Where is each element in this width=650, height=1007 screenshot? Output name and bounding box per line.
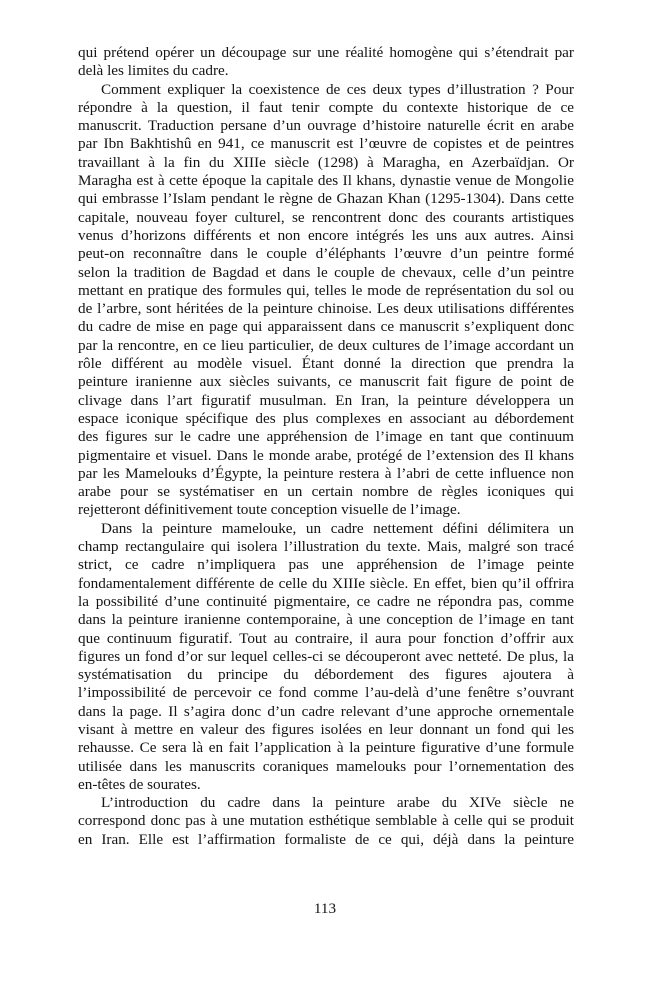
text-line: delà les limites du cadre.	[78, 62, 229, 80]
text-line: que continuum figuratif. Tout au contraire, il aura pour fonction d’offrir aux	[78, 629, 574, 647]
text-line: peut-on reconnaître dans le couple d’éléphants l’œuvre d’un peintre formé	[78, 245, 574, 263]
text-line: par Ibn Bakhtishû en 941, ce manuscrit est l’œuvre de copistes et de peintres	[78, 135, 574, 153]
text-line: figures un fond d’or sur lequel celles-ci se découperont avec netteté. De plus, la	[78, 647, 574, 665]
text-line: selon la tradition de Bagdad et dans le couple de chevaux, celle d’un peintre	[78, 263, 574, 281]
text-line: correspond donc pas à une mutation esthétique semblable à celle qui se produit	[78, 812, 574, 830]
text-line: rehausse. Ce sera là en fait l’application à la peinture figurative d’une formule	[78, 739, 574, 757]
text-line: fondamentalement différente de celle du XIIIe siècle. En effet, bien qu’il offrira	[78, 574, 574, 592]
text-line: capitale, nouveau foyer culturel, se rencontrent donc des courants artistiques	[78, 208, 574, 226]
text-line: manuscrit. Traduction persane d’un ouvrage d’histoire naturelle écrit en arabe	[78, 117, 574, 135]
text-line: Comment expliquer la coexistence de ces deux types d’illustration ? Pour	[101, 80, 574, 98]
text-line: qui embrasse l’Islam pendant le règne de Ghazan Khan (1295-1304). Dans cette	[78, 190, 574, 208]
text-line: champ rectangulaire qui isolera l’illustration du texte. Mais, malgré son tracé	[78, 538, 574, 556]
text-line: systématisation du principe du débordement des figures ajoutera à	[78, 666, 574, 684]
paragraph	[78, 44, 574, 81]
text-line: de l’arbre, sont héritées de la peinture chinoise. Les deux utilisations différentes	[78, 300, 574, 318]
text-line: Dans la peinture mamelouke, un cadre nettement défini délimitera un	[101, 519, 574, 537]
text-line: pigmentaire et visuel. Dans le monde arabe, protégé de l’extension des Il khans	[78, 446, 574, 464]
text-line: en Iran. Elle est l’affirmation formaliste de ce qui, déjà dans la peinture	[78, 830, 574, 848]
text-line: venus d’horizons différents et non encore intégrés les uns aux autres. Ainsi	[78, 226, 574, 244]
text-line: visant à mettre en valeur des figures isolées en leur donnant un fond qui les	[78, 720, 574, 738]
text-line: rejetteront définitivement toute conception visuelle de l’image.	[78, 501, 461, 519]
paragraph	[78, 81, 574, 520]
text-line: répondre à la question, il faut tenir compte du contexte historique de ce	[78, 98, 574, 116]
text-line: des figures sur le cadre une appréhension de l’image en tant que continuum	[78, 428, 574, 446]
paragraph	[78, 794, 574, 849]
text-line: rôle différent au modèle visuel. Étant donné la direction que prendra la	[78, 355, 574, 373]
text-line: du cadre de mise en page qui apparaissent dans ce manuscrit s’expliquent donc	[78, 318, 574, 336]
text-line: en-têtes de sourates.	[78, 775, 201, 793]
text-line: utilisée dans les manuscrits coraniques mamelouks pour l’ornementation des	[78, 757, 574, 775]
text-line: clivage dans l’art figuratif musulman. En Iran, la peinture développera un	[78, 391, 574, 409]
text-line: mettant en pratique des formules qui, telles le mode de représentation du sol ou	[78, 281, 574, 299]
paragraph	[78, 520, 574, 794]
text-line: par les Mamelouks d’Égypte, la peinture restera à l’abri de cette influence non	[78, 464, 574, 482]
text-line: arabe pour se systématiser en un certain nombre de règles iconiques qui	[78, 483, 574, 501]
text-line: qui prétend opérer un découpage sur une réalité homogène qui s’étendrait par	[78, 44, 574, 61]
page-body-text	[78, 44, 574, 849]
text-line: la possibilité d’une continuité pigmentaire, ce cadre ne répondra pas, comme	[78, 592, 574, 610]
page-number: 113	[313, 900, 337, 917]
text-line: L’introduction du cadre dans la peinture arabe du XIVe siècle ne	[101, 794, 574, 812]
text-line: Maragha est à cette époque la capitale des Il khans, dynastie venue de Mongolie	[78, 172, 574, 190]
text-line: l’impossibilité de percevoir ce fond comme l’au-delà d’une fenêtre s’ouvrant	[78, 684, 574, 702]
text-line: espace iconique spécifique des plus complexes en associant au débordement	[78, 409, 574, 427]
text-line: peinture iranienne aux siècles suivants, ce manuscrit fait figure de point de	[78, 373, 574, 391]
text-line: dans la page. Il s’agira donc d’un cadre relevant d’une approche ornementale	[78, 702, 574, 720]
text-line: dans la peinture iranienne contemporaine, à une conception de l’image en tant	[78, 611, 574, 629]
text-line: travaillant à la fin du XIIIe siècle (1298) à Maragha, en Azerbaïdjan. Or	[78, 153, 574, 171]
text-line: par la rencontre, en ce lieu particulier, de deux cultures de l’image accordant un	[78, 336, 574, 354]
text-line: strict, ce cadre n’impliquera pas une appréhension de l’image peinte	[78, 556, 574, 574]
